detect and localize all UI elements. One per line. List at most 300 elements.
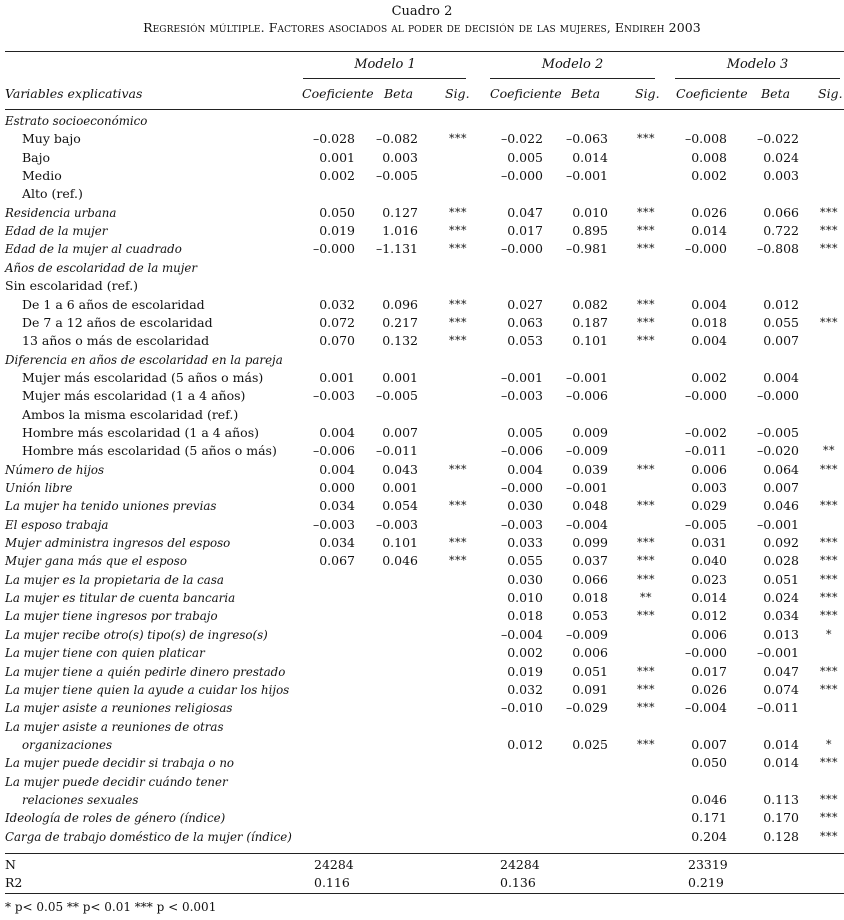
beta-m3: 0.004 [763,369,799,385]
beta-m2: 0.101 [572,333,608,349]
beta-m1: –0.005 [375,388,418,404]
sig-m1: *** [449,499,467,513]
table-row [0,791,844,809]
sig-m2: *** [637,737,655,751]
beta-m2: –0.006 [565,388,608,404]
table-row [0,663,844,681]
beta-m2: 0.082 [572,296,608,312]
row-label: Mujer más escolaridad (5 años o más) [22,369,264,385]
coef-m2: 0.033 [507,535,543,551]
beta-m3: 0.055 [763,314,799,330]
coef-m1: –0.006 [312,443,355,459]
sig-m3: *** [820,609,838,623]
sig-m2: *** [637,664,655,678]
beta-m1: –0.082 [375,131,418,147]
table-row [0,185,844,203]
row-label: Alto (ref.) [22,186,83,202]
row-label: 13 años o más de escolaridad [22,333,210,349]
coef-m3: 0.026 [691,681,727,697]
coef-m2: 0.010 [507,590,543,606]
beta-m2: 0.009 [572,424,608,440]
row-label: La mujer asiste a reuniones de otras [5,719,224,734]
beta-m2: 0.025 [572,736,608,752]
coef-m3: 0.204 [691,828,727,844]
table-row [0,571,844,589]
beta-m3: 0.113 [763,791,799,807]
variables-header: Variables explicativas [5,86,143,101]
sig-m2: *** [637,132,655,146]
beta-m2: –0.981 [565,241,608,257]
coef-m1: –0.003 [312,388,355,404]
coef-m1: 0.032 [319,296,355,312]
coef-m1: 0.034 [319,535,355,551]
coef-m2: –0.000 [500,241,543,257]
beta-m3: –0.001 [756,516,799,532]
table-row [0,442,844,460]
table-row [0,681,844,699]
sig-m3: *** [820,664,838,678]
sig-m2: *** [637,224,655,238]
beta-m1: 0.132 [382,333,418,349]
coef-m2: 0.019 [507,663,543,679]
row-label: Muy bajo [22,131,81,147]
beta-m1: –0.003 [375,516,418,532]
table-subtitle: Regresión múltiple. Factores asociados al poder de decisión de las mujeres, Endireh 2003 [143,20,701,35]
coef-m3: 0.031 [691,535,727,551]
row-label: Bajo [22,149,51,165]
coef-m2: 0.005 [507,149,543,165]
coef-m2: 0.002 [507,645,543,661]
row-label: Número de hijos [5,462,105,477]
coef-m2: –0.003 [500,388,543,404]
beta-m2: 0.091 [572,681,608,697]
table-row [0,149,844,167]
beta-m3: 0.046 [763,498,799,514]
row-label: Estrato socioeconómico [5,114,148,128]
top-rule [5,51,844,52]
row-label: Mujer administra ingresos del esposo [5,536,231,551]
model-1-rule [303,78,466,79]
row-label: Mujer gana más que el esposo [5,554,187,569]
sig-m2: *** [637,462,655,476]
coef-m3: 0.046 [691,791,727,807]
beta-m1: –0.005 [375,168,418,184]
coef-m1: 0.050 [319,204,355,220]
stat-m2: 0.136 [500,875,536,890]
table-row [0,516,844,534]
coef-m3: 0.004 [691,296,727,312]
row-label: Diferencia en años de escolaridad en la pareja [5,352,283,367]
coef-m3: 0.014 [691,223,727,239]
coef-m1: 0.034 [319,498,355,514]
coef-m2: 0.055 [507,553,543,569]
table-row [0,699,844,717]
table-row [0,828,844,846]
stats-rule [5,853,844,854]
sig-m3: * [826,627,832,641]
row-label: Edad de la mujer al cuadrado [5,242,182,257]
row-label: La mujer puede decidir cuándo tener [5,774,228,789]
beta-m3: 0.013 [763,626,799,642]
table-row [0,809,844,827]
row-label: Unión libre [5,481,73,495]
beta-m3: 0.014 [763,755,799,771]
table-row [0,240,844,258]
table-row [0,461,844,479]
coef-m3: 0.007 [691,736,727,752]
beta-m2: 0.895 [572,223,608,239]
beta-m1: 0.127 [382,204,418,220]
coef-m3: 0.040 [691,553,727,569]
beta-m3: 0.092 [763,535,799,551]
coef-m2: 0.017 [507,223,543,239]
table-row [0,773,844,791]
beta-m1: 0.096 [382,296,418,312]
table-row [0,222,844,240]
coef-m1: 0.000 [319,480,355,495]
sig-m2: *** [637,609,655,623]
sig-m2: *** [637,315,655,329]
beta-m2: –0.001 [565,480,608,495]
sig-m1: *** [449,554,467,568]
row-label: De 7 a 12 años de escolaridad [22,314,213,330]
beta-m2: 0.037 [572,553,608,569]
sig-m3: *** [820,682,838,696]
beta-m3: 0.007 [763,333,799,349]
coef-m3: 0.008 [691,149,727,165]
beta-m2: 0.053 [572,608,608,624]
coef-m3: –0.008 [684,131,727,147]
beta-m3: 0.064 [763,461,799,477]
beta-m3: 0.024 [763,590,799,606]
sig-m2: *** [637,242,655,256]
coef-m3: –0.000 [684,388,727,404]
table-row [0,589,844,607]
beta-m3: 0.074 [763,681,799,697]
beta-m2: 0.039 [572,461,608,477]
beta-m1: 0.217 [382,314,418,330]
row-label: De 1 a 6 años de escolaridad [22,296,205,312]
table-row [0,332,844,350]
coef-m2: 0.047 [507,204,543,220]
beta-m2: 0.010 [572,204,608,220]
coef-m3: 0.002 [691,369,727,385]
beta-m3: –0.020 [756,443,799,459]
coef-m2: 0.018 [507,608,543,624]
beta-m3: 0.066 [763,204,799,220]
coef-m2: 0.053 [507,333,543,349]
sig-m3: *** [820,315,838,329]
table-row [0,754,844,772]
beta-m3: 0.051 [763,571,799,587]
sig-m2: *** [637,205,655,219]
footnote: * p< 0.05 ** p< 0.01 *** p < 0.001 [5,900,217,914]
beta-m1: 0.054 [382,498,418,514]
row-label: Edad de la mujer [5,224,108,239]
coef-m3: 0.026 [691,204,727,220]
model-3-rule [675,78,840,79]
table-row [0,369,844,387]
model-2-header: Modelo 2 [541,57,604,72]
beta-m3: 0.170 [763,810,799,826]
coef-m2: 0.027 [507,296,543,312]
coef-m1: 0.067 [319,553,355,569]
beta-m3: 0.047 [763,663,799,679]
table-row [0,296,844,314]
sig-header-m2: Sig. [635,86,660,101]
beta-m3: 0.024 [763,149,799,165]
sig-m3: *** [820,536,838,550]
row-label: La mujer es titular de cuenta bancaria [5,591,236,606]
row-label: La mujer es la propietaria de la casa [5,572,224,587]
row-label: Ambos la misma escolaridad (ref.) [22,406,239,422]
beta-m1: 0.101 [382,535,418,551]
row-label: Residencia urbana [5,205,117,220]
coef-m1: 0.070 [319,333,355,349]
coef-m2: –0.022 [500,131,543,147]
sig-m2: ** [640,591,652,605]
row-label: El esposo trabaja [5,517,109,532]
coef-header-m1: Coeficiente [302,86,374,101]
beta-m2: –0.063 [565,131,608,147]
coef-m2: 0.005 [507,424,543,440]
table-row [0,424,844,442]
table-row [0,351,844,369]
coef-m3: 0.017 [691,663,727,679]
coef-m2: –0.001 [500,369,543,385]
row-label: La mujer tiene con quien platicar [5,646,205,661]
row-label: Medio [22,168,62,184]
table-row [0,130,844,148]
sig-m1: *** [449,205,467,219]
beta-m3: –0.000 [756,388,799,404]
table-row [0,534,844,552]
beta-m3: –0.808 [756,241,799,257]
sig-m2: *** [637,572,655,586]
coef-m3: –0.005 [684,516,727,532]
beta-m2: 0.051 [572,663,608,679]
sig-header-m1: Sig. [445,86,470,101]
coef-m1: 0.001 [319,369,355,385]
coef-m3: 0.029 [691,498,727,514]
coef-m3: –0.002 [684,424,727,440]
beta-m1: –1.131 [375,241,418,257]
table-row [0,644,844,662]
beta-m1: 0.046 [382,553,418,569]
beta-m3: 0.128 [763,828,799,844]
stat-m1: 0.116 [314,875,350,890]
beta-m1: 0.001 [382,369,418,385]
sig-m3: * [826,737,832,751]
table-row [0,406,844,424]
beta-m3: 0.028 [763,553,799,569]
coef-m3: –0.000 [684,241,727,257]
beta-m2: 0.048 [572,498,608,514]
beta-m3: 0.003 [763,168,799,184]
table-row [0,718,844,736]
sig-m1: *** [449,315,467,329]
row-label: La mujer puede decidir si trabaja o no [5,756,235,771]
sig-m3: *** [820,499,838,513]
beta-m1: –0.011 [375,443,418,459]
row-label: La mujer asiste a reuniones religiosas [5,701,233,716]
beta-m3: 0.014 [763,736,799,752]
bottom-rule [5,893,844,894]
table-row [0,479,844,497]
coef-m2: –0.004 [500,626,543,642]
beta-m2: 0.014 [572,149,608,165]
coef-m3: –0.000 [684,645,727,661]
beta-m2: –0.001 [565,369,608,385]
beta-header-m2: Beta [571,86,601,101]
stats-label: N [5,857,16,872]
beta-m1: 0.003 [382,149,418,165]
sig-m2: *** [637,701,655,715]
beta-m2: 0.018 [572,590,608,606]
table-row [0,314,844,332]
stats-row [0,874,844,892]
row-label: La mujer tiene quien la ayude a cuidar los hijos [5,682,290,697]
sig-m1: *** [449,334,467,348]
row-label: Hombre más escolaridad (5 años o más) [22,443,277,459]
coef-m2: –0.000 [500,168,543,184]
beta-m2: –0.029 [565,700,608,716]
sig-m2: *** [637,334,655,348]
beta-m3: 0.722 [763,223,799,239]
beta-m2: 0.187 [572,314,608,330]
model-2-rule [490,78,655,79]
row-label: Ideología de roles de género (índice) [5,811,226,826]
beta-m1: 0.001 [382,480,418,495]
beta-m2: –0.004 [565,516,608,532]
coef-m1: –0.003 [312,516,355,532]
coef-m1: 0.004 [319,424,355,440]
coef-m3: 0.018 [691,314,727,330]
coef-m3: –0.011 [684,443,727,459]
sig-m3: *** [820,224,838,238]
coef-m2: 0.030 [507,498,543,514]
coef-m1: 0.072 [319,314,355,330]
sig-m3: *** [820,572,838,586]
table-row [0,626,844,644]
coef-m3: 0.023 [691,571,727,587]
coef-m3: 0.006 [691,626,727,642]
beta-m2: –0.001 [565,168,608,184]
table-row [0,204,844,222]
coef-m2: –0.000 [500,480,543,495]
sig-m3: *** [820,554,838,568]
beta-m1: 0.043 [382,461,418,477]
row-label: La mujer tiene a quién pedirle dinero prestado [5,664,286,679]
coef-m1: –0.000 [312,241,355,257]
beta-header-m3: Beta [761,86,791,101]
sig-m3: ** [823,444,835,458]
beta-m1: 1.016 [382,223,418,239]
coef-header-m3: Coeficiente [676,86,748,101]
beta-m2: 0.066 [572,571,608,587]
sig-m2: *** [637,499,655,513]
model-3-header: Modelo 3 [726,57,789,72]
coef-m2: 0.012 [507,736,543,752]
beta-m3: 0.012 [763,296,799,312]
row-label: La mujer tiene ingresos por trabajo [5,609,218,624]
sig-m3: *** [820,829,838,843]
row-label: organizaciones [22,737,113,752]
table-row [0,259,844,277]
stat-m3: 23319 [688,857,728,872]
coef-m1: 0.002 [319,168,355,184]
beta-m3: –0.001 [756,645,799,661]
beta-m2: 0.099 [572,535,608,551]
beta-header-m1: Beta [384,86,414,101]
sig-m1: *** [449,242,467,256]
beta-m2: 0.006 [572,645,608,661]
beta-m1: 0.007 [382,424,418,440]
header-rule [5,109,844,110]
stat-m1: 24284 [314,857,354,872]
stat-m3: 0.219 [688,875,724,890]
coef-m3: 0.171 [691,810,727,826]
sig-m3: *** [820,462,838,476]
row-label: relaciones sexuales [22,792,139,807]
sig-m1: *** [449,297,467,311]
coef-m1: 0.001 [319,149,355,165]
table-row [0,497,844,515]
row-label: La mujer ha tenido uniones previas [5,499,217,514]
coef-m2: 0.032 [507,681,543,697]
coef-m1: 0.019 [319,223,355,239]
coef-m3: –0.004 [684,700,727,716]
table-row [0,112,844,130]
beta-m2: –0.009 [565,443,608,459]
beta-m3: –0.005 [756,424,799,440]
sig-m3: *** [820,591,838,605]
coef-m2: 0.063 [507,314,543,330]
table-row [0,552,844,570]
sig-m1: *** [449,462,467,476]
table-row [0,387,844,405]
coef-m3: 0.003 [691,480,727,495]
coef-header-m2: Coeficiente [490,86,562,101]
beta-m2: –0.009 [565,626,608,642]
row-label: Carga de trabajo doméstico de la mujer (índice) [5,829,292,844]
model-1-header: Modelo 1 [354,57,416,72]
coef-m1: –0.028 [312,131,355,147]
sig-m3: *** [820,811,838,825]
coef-m2: –0.010 [500,700,543,716]
coef-m2: 0.030 [507,571,543,587]
row-label: Años de escolaridad de la mujer [5,260,198,275]
sig-m3: *** [820,792,838,806]
beta-m3: –0.022 [756,131,799,147]
table-row [0,736,844,754]
coef-m2: –0.006 [500,443,543,459]
sig-m2: *** [637,536,655,550]
sig-m1: *** [449,132,467,146]
beta-m3: 0.007 [763,480,799,495]
coef-m2: 0.004 [507,461,543,477]
beta-m3: 0.034 [763,608,799,624]
row-label: La mujer recibe otro(s) tipo(s) de ingreso(s) [5,627,268,642]
sig-m3: *** [820,756,838,770]
coef-m3: 0.004 [691,333,727,349]
beta-m3: –0.011 [756,700,799,716]
sig-m1: *** [449,536,467,550]
stat-m2: 24284 [500,857,540,872]
sig-header-m3: Sig. [818,86,843,101]
sig-m3: *** [820,205,838,219]
row-label: Hombre más escolaridad (1 a 4 años) [22,424,259,440]
